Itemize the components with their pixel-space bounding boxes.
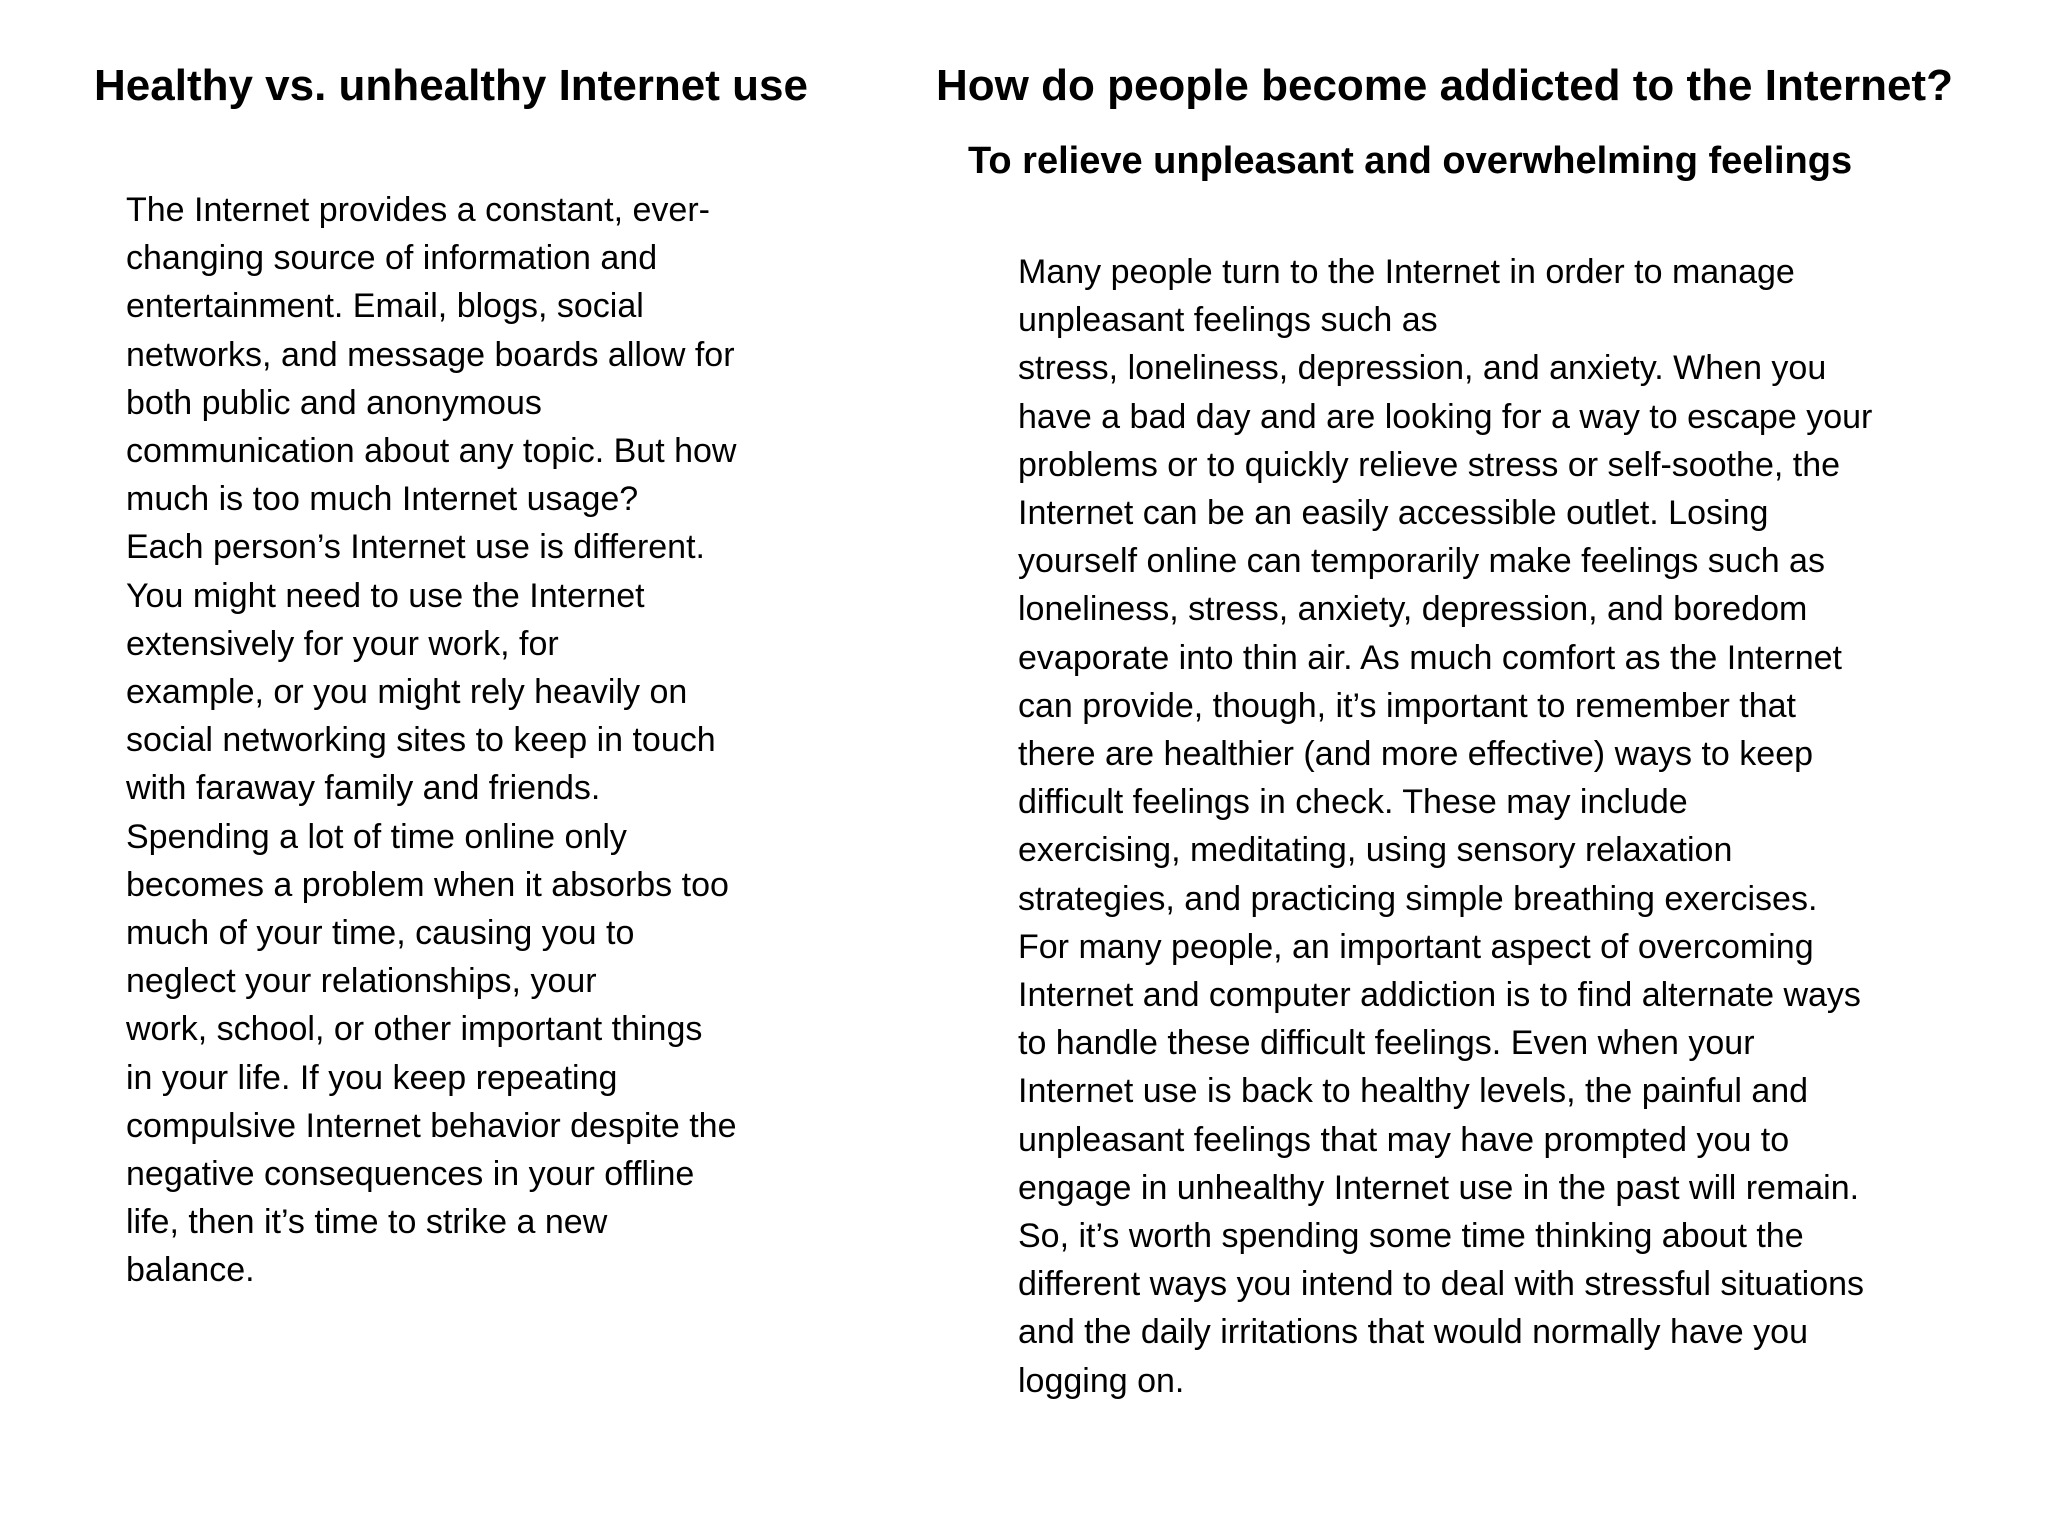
text-line: life, then it’s time to strike a new <box>126 1203 608 1242</box>
text-line: engage in unhealthy Internet use in the past will remain. <box>1018 1168 1860 1207</box>
text-line: stress, loneliness, depression, and anxiety. When you <box>1018 349 1827 388</box>
text-line: both public and anonymous <box>126 383 542 422</box>
text-line: neglect your relationships, your <box>126 962 597 1001</box>
text-line: there are healthier (and more effective) ways to keep <box>1018 735 1814 774</box>
left-column-heading: Healthy vs. unhealthy Internet use <box>94 61 808 110</box>
text-line: in your life. If you keep repeating <box>126 1058 618 1097</box>
text-line: Internet use is back to healthy levels, the painful and <box>1018 1072 1809 1111</box>
text-line: negative consequences in your offline <box>126 1155 695 1194</box>
text-line: can provide, though, it’s important to remember that <box>1018 686 1796 725</box>
right-column-subheading: To relieve unpleasant and overwhelming feelings <box>968 140 1853 182</box>
text-line: entertainment. Email, blogs, social <box>126 287 644 326</box>
text-line: The Internet provides a constant, ever- <box>126 191 710 229</box>
text-line: changing source of information and <box>126 239 658 278</box>
text-line: logging on. <box>1018 1361 1185 1400</box>
text-line: Internet can be an easily accessible outlet. Losing <box>1018 494 1769 533</box>
text-line: different ways you intend to deal with stressful situations <box>1018 1265 1865 1304</box>
text-line: difficult feelings in check. These may include <box>1018 783 1688 822</box>
text-line: much of your time, causing you to <box>126 914 635 953</box>
right-column-heading: How do people become addicted to the Internet? <box>936 61 1953 110</box>
left-column-body <box>126 186 736 1295</box>
text-line: strategies, and practicing simple breathing exercises. <box>1018 879 1818 918</box>
text-line: Many people turn to the Internet in order to manage <box>1018 253 1795 291</box>
text-line: compulsive Internet behavior despite the <box>126 1106 737 1145</box>
text-line: unpleasant feelings that may have prompted you to <box>1018 1120 1790 1159</box>
text-line: example, or you might rely heavily on <box>126 673 688 712</box>
text-line: have a bad day and are looking for a way to escape your <box>1018 397 1873 436</box>
text-line: with faraway family and friends. <box>126 769 601 808</box>
text-line: extensively for your work, for <box>126 624 559 663</box>
text-line: to handle these difficult feelings. Even when your <box>1018 1024 1755 1063</box>
text-line: problems or to quickly relieve stress or self-soothe, the <box>1018 445 1841 484</box>
text-line: unpleasant feelings such as <box>1018 301 1438 340</box>
text-line: You might need to use the Internet <box>126 576 645 615</box>
text-line: balance. <box>126 1251 255 1290</box>
text-line: exercising, meditating, using sensory relaxation <box>1018 831 1733 870</box>
text-line: becomes a problem when it absorbs too <box>126 865 729 904</box>
text-line: social networking sites to keep in touch <box>126 721 716 760</box>
text-line: communication about any topic. But how <box>126 432 737 471</box>
text-line: Each person’s Internet use is different. <box>126 528 705 567</box>
text-line: yourself online can temporarily make feelings such as <box>1018 542 1825 581</box>
text-line: Internet and computer addiction is to find alternate ways <box>1018 976 1861 1015</box>
text-line: So, it’s worth spending some time thinking about the <box>1018 1217 1804 1256</box>
text-line: loneliness, stress, anxiety, depression, and boredom <box>1018 590 1808 629</box>
text-line: For many people, an important aspect of overcoming <box>1018 927 1814 966</box>
text-line: evaporate into thin air. As much comfort as the Internet <box>1018 638 1843 677</box>
right-column-body <box>1018 248 1872 1405</box>
text-line: work, school, or other important things <box>126 1010 703 1049</box>
text-line: networks, and message boards allow for <box>126 335 735 374</box>
text-line: much is too much Internet usage? <box>126 480 639 519</box>
text-line: Spending a lot of time online only <box>126 817 627 856</box>
text-line: and the daily irritations that would normally have you <box>1018 1313 1808 1352</box>
